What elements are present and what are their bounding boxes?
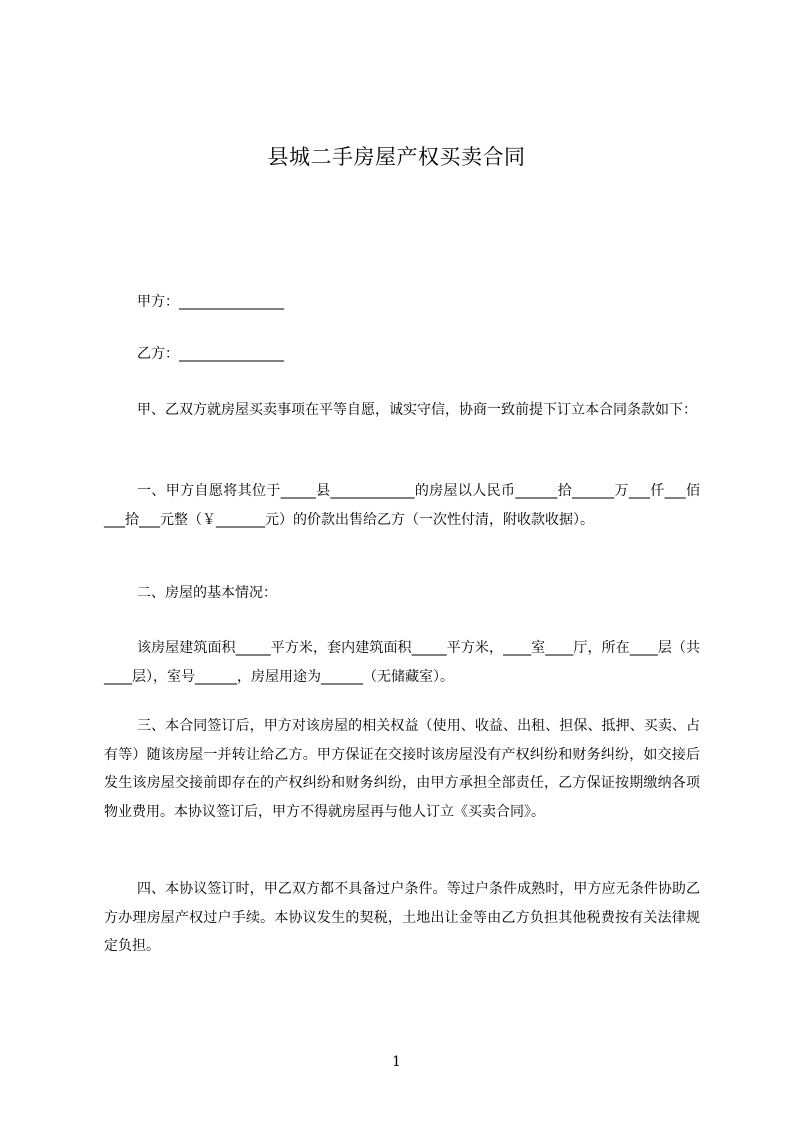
clause-4-paragraph: 四、本协议签订时，甲乙双方都不具备过户条件。等过户条件成熟时，甲方应无条件协助乙方办理房屋产权过户手续。本协议发生的契税，土地出让金等由乙方负担其他税费按有关法律规定负担。: [104, 881, 700, 954]
clause-2-heading: 二、房屋的基本情况：: [137, 585, 277, 601]
clause-1-paragraph: 一、甲方自愿将其位于_____县____________的房屋以人民币______拾______万___仟___佰___拾___元整（￥_______元）的价款出售给乙方（一次性付清，附收款收据）。: [104, 483, 700, 528]
intro-paragraph: 甲、乙双方就房屋买卖事项在平等自愿，诚实守信，协商一致前提下订立本合同条款如下：: [137, 402, 697, 418]
clause-3-paragraph: 三、本合同签订后，甲方对该房屋的相关权益（使用、收益、出租、担保、抵押、买卖、占有等）随该房屋一并转让给乙方。甲方保证在交接时该房屋没有产权纠纷和财务纠纷，如交接后发生该房屋交接前即存在的产权纠纷和财务纠纷，由甲方承担全部责任，乙方保证按期缴纳各项物业费用。本协议签订后，甲方不得就房屋再与他人订立《买卖合同》。: [104, 718, 700, 820]
party-b-line: 乙方：_______________: [137, 346, 284, 362]
document-title: 县城二手房屋产权买卖合同: [267, 145, 526, 169]
clause-2-paragraph: 该房屋建筑面积_____平方米，套内建筑面积_____平方米，____室____厅，所在____层（共____层），室号______，房屋用途为______（无储藏室）。: [104, 640, 700, 685]
page-number: 1: [392, 1054, 401, 1070]
party-a-line: 甲方：_______________: [137, 294, 284, 310]
